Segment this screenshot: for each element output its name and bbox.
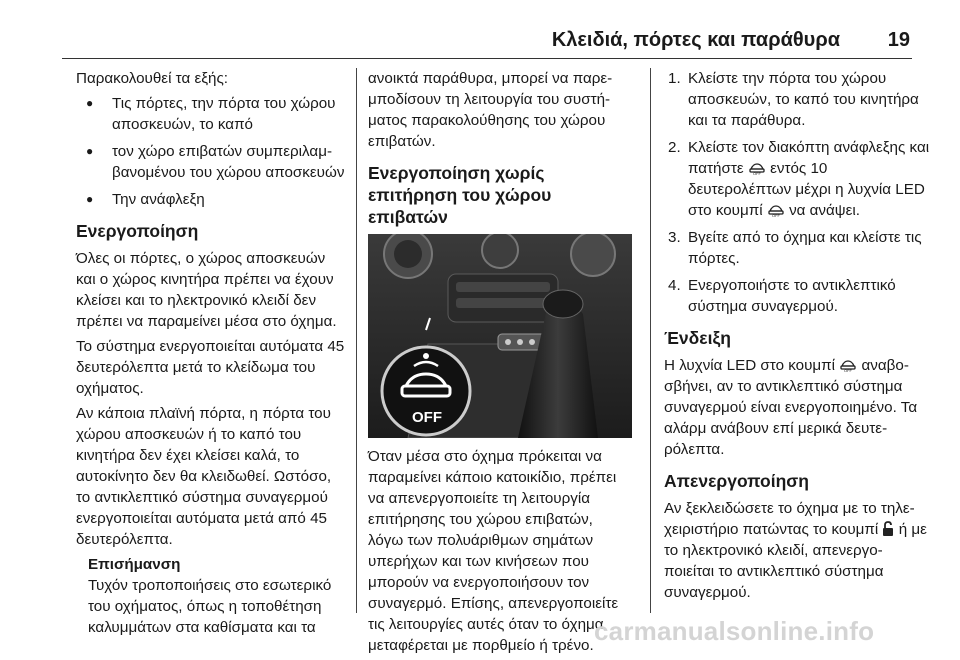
paragraph: [664, 355, 932, 460]
section-heading-deactivation: Απενεργοποίηση: [664, 471, 809, 491]
list-item: ● Την ανάφλεξη: [76, 189, 348, 210]
column-1: [76, 68, 348, 642]
column-3: [664, 68, 932, 607]
step-text: Ενεργοποιήστε το αντικλεπτικό σύστημα συναγερμού.: [688, 277, 896, 315]
paragraph: Όταν μέσα στο όχημα πρόκειται να παραμείνει κάποιο κατοικίδιο, πρέπει να απενεργοποιείτε τη λειτουργία επιτήρησης του χώρου επιβατών, λόγω των πολυάριθμων σημάτων υπερήχων και των κινήσεων που μπορούν να ενεργοποιήσουν τον συναγερμό. Επίσης, απενεργοποιείτε τις λειτουργίες αυτές όταν το όχημα μεταφέρεται με πορθμείο ή τρένο.: [368, 448, 619, 654]
list-item: [664, 68, 932, 131]
text-segment: ή με το ηλεκτρονικό κλειδί, απενεργο-ποιείται το αντικλεπτικό σύστημα συναγερμού.: [664, 521, 927, 601]
step-text: εντός 10 δευτερολέπτων μέχρι η λυχνία LED στο κουμπί: [688, 160, 925, 219]
intro-text: Παρακολουθεί τα εξής:: [76, 70, 229, 87]
section-heading-without-monitoring: Ενεργοποίηση χωρίς επιτήρηση του χώρου επιβατών: [368, 163, 552, 227]
list-item: ● Τις πόρτες, την πόρτα του χώρου αποσκευών, το καπό: [76, 93, 348, 135]
header-rule: [62, 58, 912, 59]
console-illustration: [368, 234, 632, 438]
step-number: 4.: [668, 277, 681, 294]
unlock-icon: [882, 521, 894, 537]
paragraph: Το σύστημα ενεργοποιείται αυτόματα 45 δευτερόλεπτα μετά το κλείδωμα του οχήματος.: [76, 338, 345, 397]
step-text: Κλείστε τον διακόπτη ανάφλεξης και πατήστε: [688, 139, 930, 177]
paragraph: Όλες οι πόρτες, ο χώρος αποσκευών και ο χώρος κινητήρα πρέπει να έχουν κλείσει και το ηλεκτρονικό κλειδί δεν πρέπει να παραμείνει μέσα στο όχημα.: [76, 250, 337, 330]
text-segment: αναβο-σβήνει, αν το αντικλεπτικό σύστημα συναγερμού είναι ενεργοποιημένο. Τα αλάρμ ανάβουν επί μερικά δευτε-ρόλεπτα.: [664, 357, 918, 458]
step-text: Κλείστε την πόρτα του χώρου αποσκευών, το καπό του κινητήρα και τα παράθυρα.: [688, 70, 919, 129]
list-item: ● τον χώρο επιβατών συμπεριλαμ-βανομένου του χώρου αποσκευών: [76, 141, 348, 183]
svg-text:OFF: OFF: [752, 171, 761, 175]
step-text: Βγείτε από το όχημα και κλείστε τις πόρτες.: [688, 229, 922, 267]
note-heading: Επισήμανση: [88, 556, 181, 573]
step-number: 1.: [668, 70, 681, 87]
section-heading-indication: Ένδειξη: [664, 328, 731, 348]
note-text: Τυχόν τροποποιήσεις στο εσωτερικό του οχήματος, όπως η τοποθέτηση καλυμμάτων στα καθίσματα και τα: [88, 577, 332, 636]
step-number: 3.: [668, 229, 681, 246]
list-item: [664, 227, 932, 269]
step-text: να ανάψει.: [789, 202, 861, 219]
interior-monitoring-off-icon: [839, 358, 857, 372]
page-number: 19: [887, 29, 910, 51]
list-item: [664, 137, 932, 221]
svg-text:OFF: OFF: [771, 213, 780, 217]
paragraph: Αν κάποια πλαϊνή πόρτα, η πόρτα του χώρου αποσκευών ή το καπό του κινητήρα δεν έχει κλείσει καλά, το αυτοκίνητο δεν θα κλειδωθεί. Ωστόσο, το αντικλεπτικό σύστημα συναγερμού ενεργοποιείται αυτόματα μετά από 45 δευτερόλεπτα.: [76, 405, 332, 548]
text-segment: Αν ξεκλειδώσετε το όχημα με το τηλε-χειριστήριο πατώντας το κουμπί: [664, 500, 915, 538]
paragraph: ανοικτά παράθυρα, μπορεί να παρε-μποδίσουν τη λειτουργία του συστή-ματος παρακολούθησης του χώρου επιβατών.: [368, 70, 613, 150]
steps-list: [664, 68, 932, 317]
off-button-label: OFF: [412, 409, 442, 426]
console-photo: [368, 234, 632, 438]
column-2: [368, 68, 632, 660]
text-segment: Η λυχνία LED στο κουμπί: [664, 357, 836, 374]
page-header: [0, 0, 960, 62]
page-title: Κλειδιά, πόρτες και παράθυρα: [551, 29, 840, 51]
paragraph: [664, 498, 932, 603]
watermark: carmanualsonline.info: [594, 616, 875, 646]
interior-monitoring-off-icon: [767, 203, 785, 217]
svg-text:OFF: OFF: [844, 368, 853, 372]
section-heading-activation: Ενεργοποίηση: [76, 221, 199, 241]
column-divider: [650, 68, 651, 613]
step-number: 2.: [668, 139, 681, 156]
interior-monitoring-off-icon: [748, 161, 766, 175]
list-item: [664, 275, 932, 317]
column-divider: [356, 68, 357, 613]
monitored-list: [76, 93, 348, 210]
